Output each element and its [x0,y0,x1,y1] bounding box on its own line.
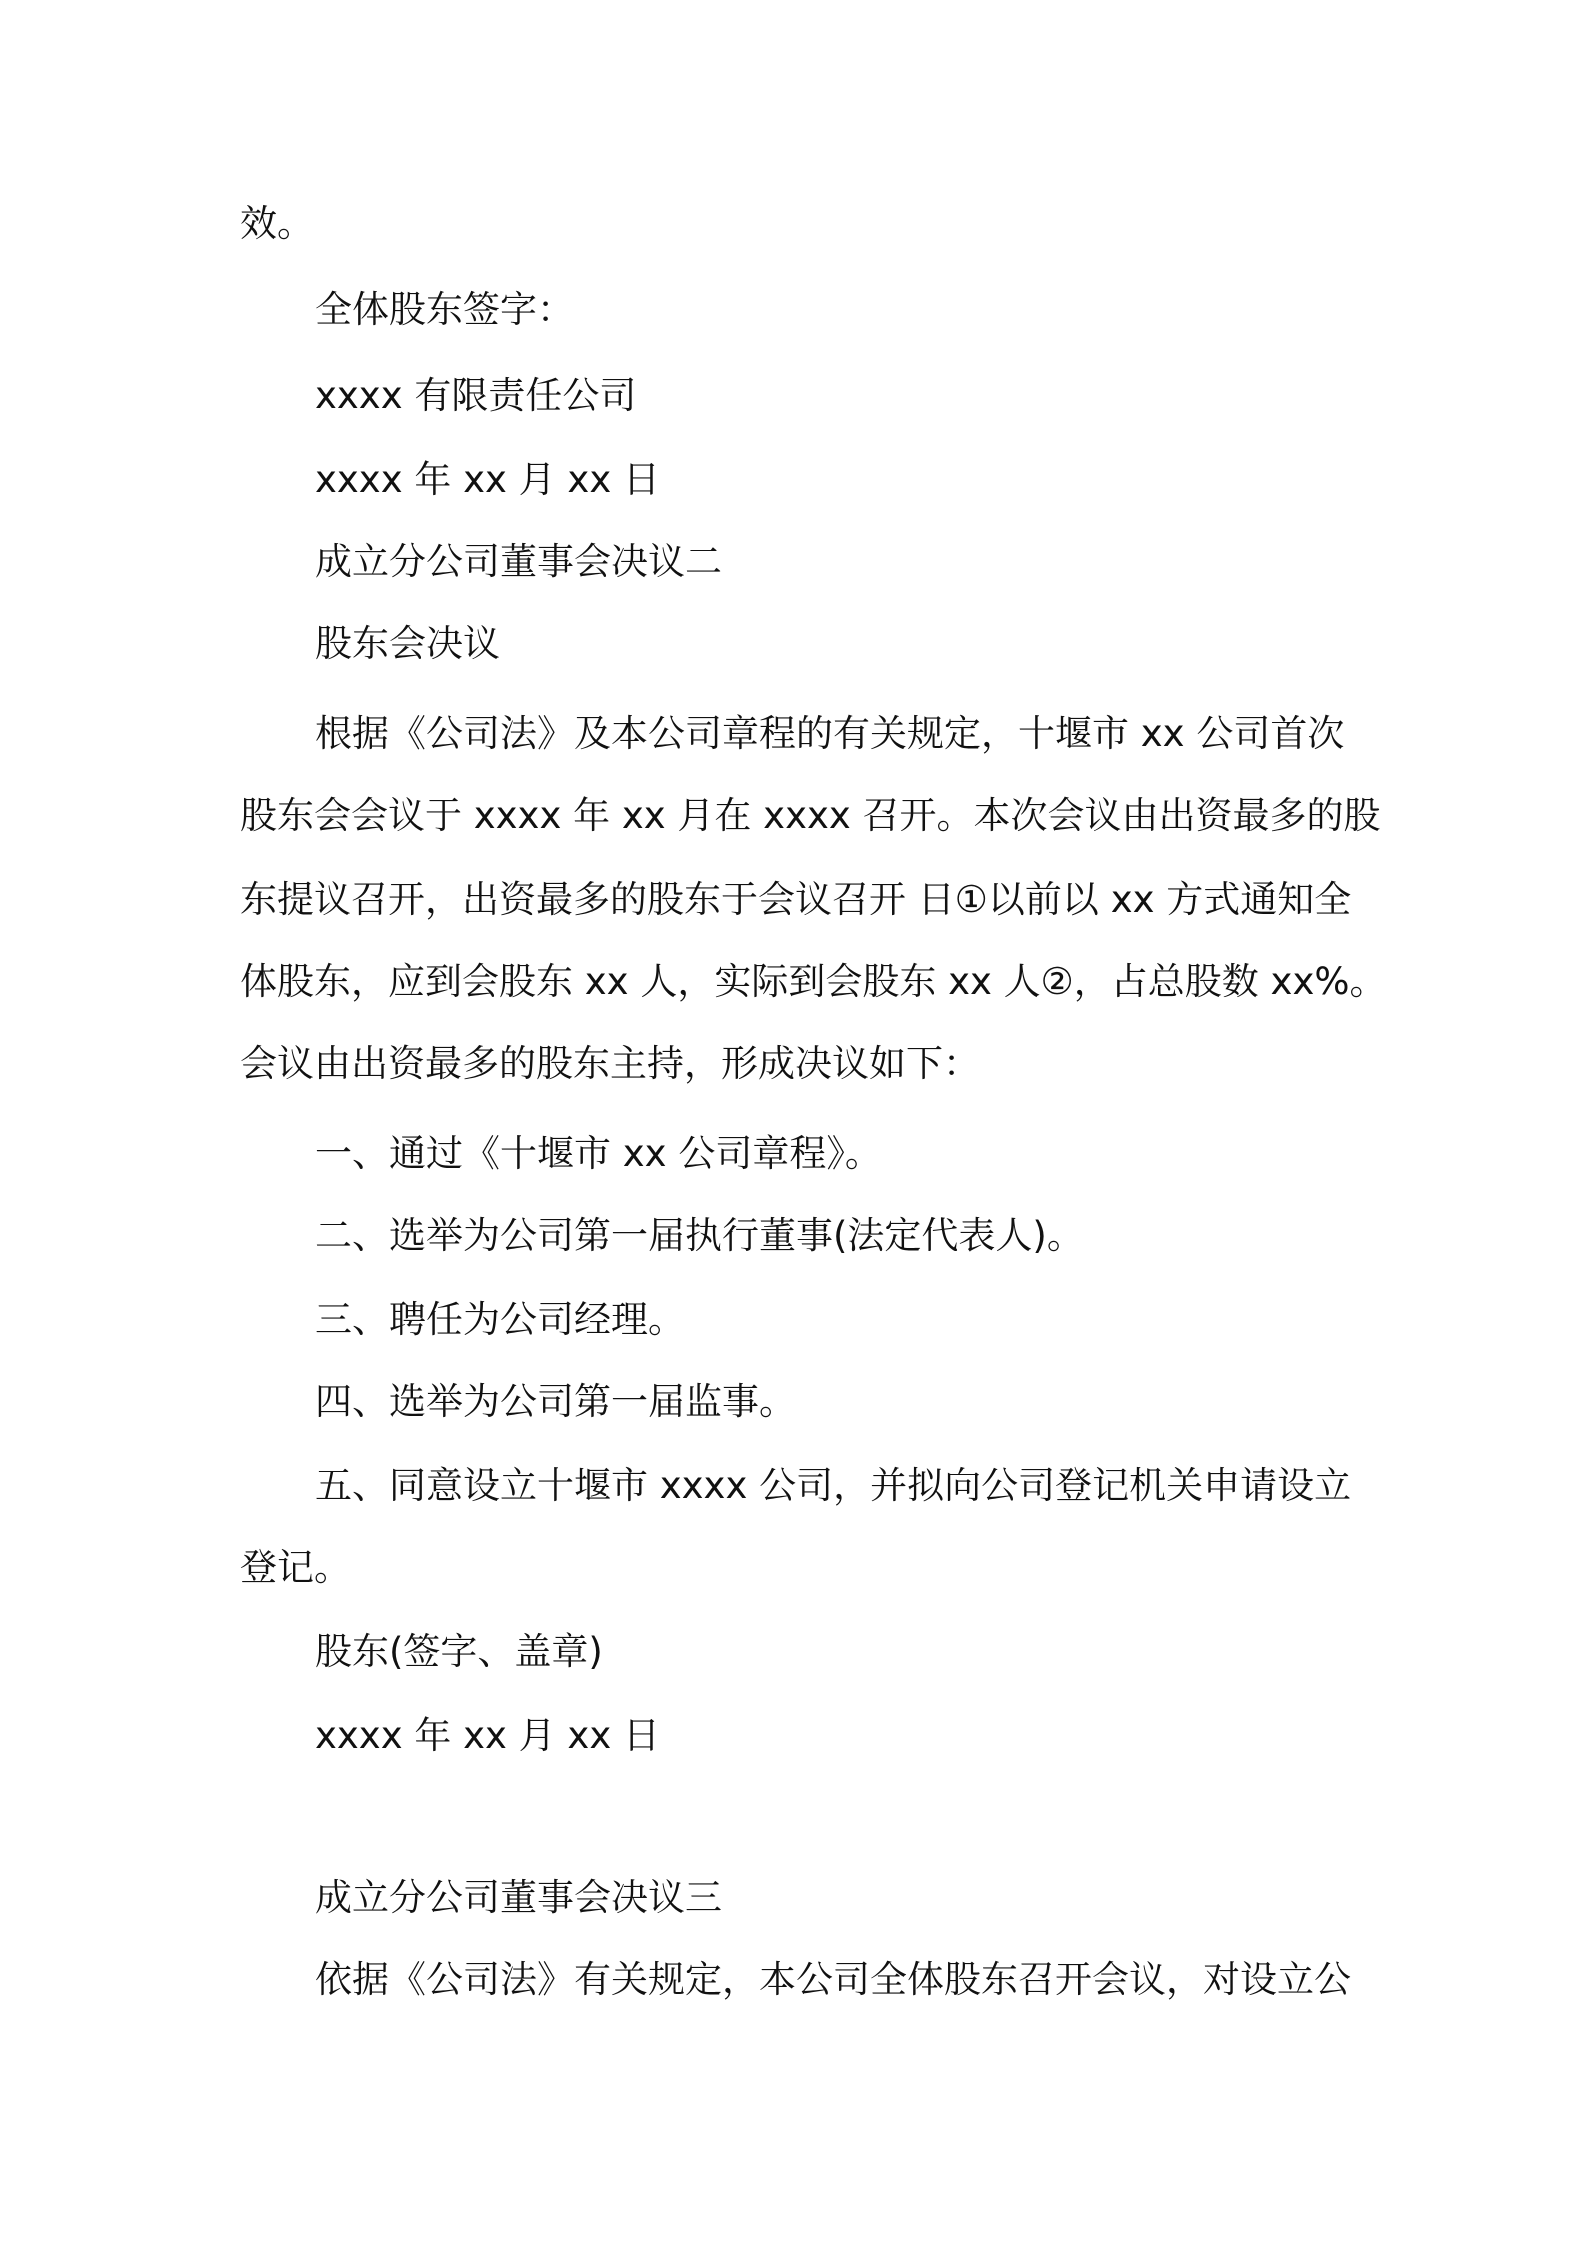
section-heading-3: 成立分公司董事会决议三 [315,1876,722,1919]
resolution-item-1: 一、通过《十堰市 xx 公司章程》。 [315,1132,882,1175]
resolution-item-5: 五、同意设立十堰市 xxxx 公司，并拟向公司登记机关申请设立 [315,1464,1352,1507]
paragraph-line: 东提议召开，出资最多的股东于会议召开 日①以前以 xx 方式通知全 [240,878,1352,921]
date-line: xxxx 年 xx 月 xx 日 [315,458,660,501]
resolution-item-4: 四、选举为公司第一届监事。 [315,1380,796,1423]
text-line-continuation: 效。 [240,202,314,245]
resolution-item-5-cont: 登记。 [240,1546,351,1589]
paragraph-line: 股东会会议于 xxxx 年 xx 月在 xxxx 召开。本次会议由出资最多的股 [240,794,1381,837]
resolution-title: 股东会决议 [315,622,500,665]
date-line: xxxx 年 xx 月 xx 日 [315,1714,660,1757]
resolution-item-3: 三、聘任为公司经理。 [315,1298,685,1341]
signature-label: 全体股东签字： [315,288,574,331]
section-heading-2: 成立分公司董事会决议二 [315,540,722,583]
shareholder-signature: 股东(签字、盖章) [315,1630,603,1673]
company-name: xxxx 有限责任公司 [315,374,637,417]
resolution-item-2: 二、选举为公司第一届执行董事(法定代表人)。 [315,1214,1084,1257]
paragraph-line: 根据《公司法》及本公司章程的有关规定，十堰市 xx 公司首次 [315,712,1345,755]
paragraph-line: 会议由出资最多的股东主持，形成决议如下： [240,1042,980,1085]
paragraph-line: 体股东，应到会股东 xx 人，实际到会股东 xx 人②，占总股数 xx%。 [240,960,1387,1003]
paragraph-line: 依据《公司法》有关规定，本公司全体股东召开会议，对设立公 [315,1958,1351,2001]
